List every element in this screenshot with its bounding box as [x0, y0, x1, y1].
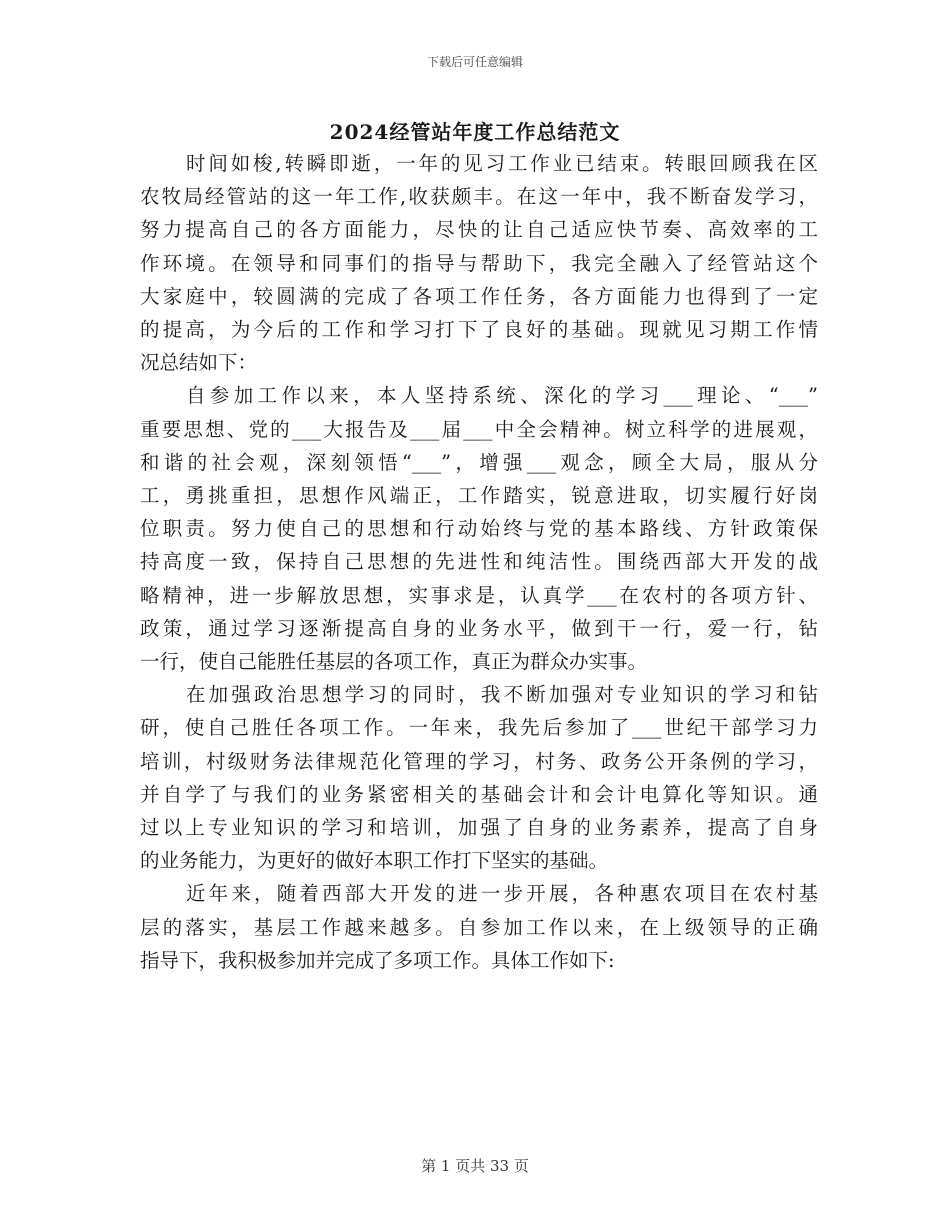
- document-body: [140, 147, 818, 977]
- text-line: 位职责。努力使自己的思想和行动始终与党的基本路线、方针政策保: [140, 517, 818, 541]
- text-line: 努力提高自己的各方面能力，尽快的让自己适应快节奏、高效率的工: [140, 218, 818, 242]
- page-header: 下载后可任意编辑: [426, 55, 523, 69]
- document-title: 2024经管站年度工作总结范文: [329, 120, 621, 144]
- text-line: 过以上专业知识的学习和培训，加强了自身的业务素养，提高了自身: [140, 816, 818, 840]
- text-line: 大家庭中，较圆满的完成了各项工作任务，各方面能力也得到了一定: [140, 284, 818, 308]
- text-line: 重要思想、党的___大报告及___届___中全会精神。树立科学的进展观，: [140, 417, 818, 441]
- text-line: 近年来，随着西部大开发的进一步开展，各种惠农项目在农村基: [186, 882, 818, 906]
- text-line: 培训，村级财务法律规范化管理的学习，村务、政务公开条例的学习，: [140, 749, 818, 773]
- text-line: 层的落实，基层工作越来越多。自参加工作以来，在上级领导的正确: [140, 915, 818, 939]
- text-line: 况总结如下：: [140, 351, 258, 375]
- text-line: 时间如梭,转瞬即逝，一年的见习工作业已结束。转眼回顾我在区: [186, 152, 818, 175]
- text-line: 自参加工作以来，本人坚持系统、深化的学习___理论、“___”: [186, 384, 818, 408]
- text-line: 的业务能力，为更好的做好本职工作打下坚实的基础。: [140, 849, 609, 873]
- text-line: 持高度一致，保持自己思想的先进性和纯洁性。围绕西部大开发的战: [140, 550, 818, 574]
- text-line: 工，勇挑重担，思想作风端正，工作踏实，锐意进取，切实履行好岗: [140, 484, 818, 508]
- page-footer: 第 1 页共 33 页: [421, 1157, 529, 1175]
- text-line: 的提高，为今后的工作和学习打下了良好的基础。现就见习期工作情: [140, 318, 818, 342]
- paragraph-3: [140, 678, 818, 877]
- text-line: 一行，使自己能胜任基层的各项工作，真正为群众办实事。: [140, 650, 648, 674]
- text-line: 指导下，我积极参加并完成了多项工作。具体工作如下:: [140, 948, 615, 972]
- text-line: 作环境。在领导和同事们的指导与帮助下，我完全融入了经管站这个: [140, 251, 818, 275]
- text-line: 研，使自己胜任各项工作。一年来，我先后参加了___世纪干部学习力: [140, 716, 818, 740]
- text-line: 并自学了与我们的业务紧密相关的基础会计和会计电算化等知识。通: [140, 782, 818, 806]
- paragraph-1: [140, 147, 818, 379]
- text-line: 和谐的社会观，深刻领悟“___”，增强___观念，顾全大局，服从分: [140, 450, 818, 474]
- paragraph-4: [140, 877, 818, 977]
- text-line: 略精神，进一步解放思想，实事求是，认真学___在农村的各项方针、: [140, 583, 818, 607]
- text-line: 政策，通过学习逐渐提高自身的业务水平，做到干一行，爱一行，钻: [140, 616, 818, 640]
- text-line: 在加强政治思想学习的同时，我不断加强对专业知识的学习和钻: [186, 683, 818, 707]
- text-line: 农牧局经管站的这一年工作,收获颇丰。在这一年中，我不断奋发学习，: [140, 185, 818, 209]
- paragraph-2: [140, 379, 818, 678]
